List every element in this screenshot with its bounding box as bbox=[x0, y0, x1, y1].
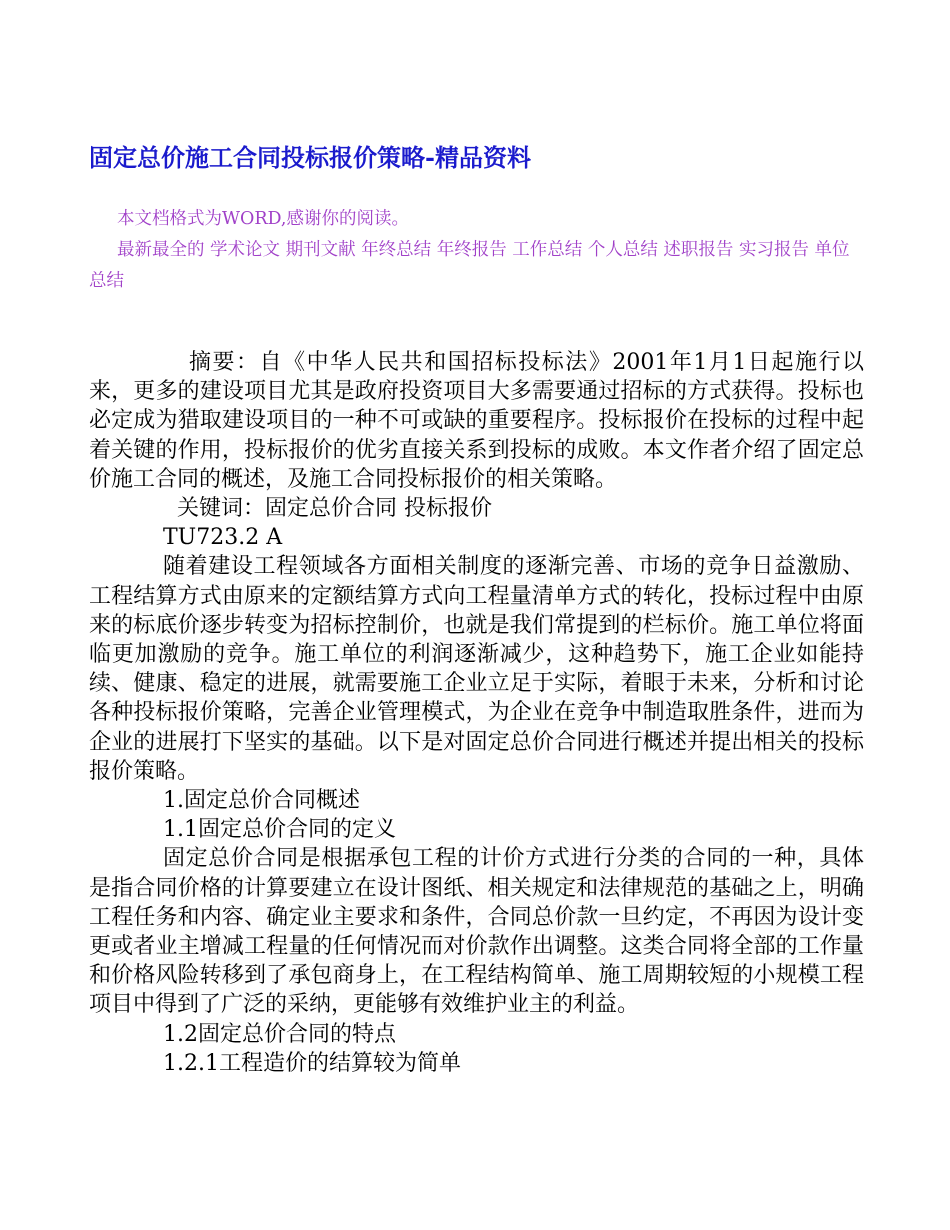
definition-paragraph: 固定总价合同是根据承包工程的计价方式进行分类的合同的一种，具体是指合同价格的计算要建立在设计图纸、相关规定和法律规范的基础之上，明确工程任务和内容、确定业主要求和条件，合同总价款一旦约定，不再因为设计变更或者业主增减工程量的任何情况而对价款作出调整。这类合同将全部的工作量和价格风险转移到了承包商身上，在工程结构简单、施工周期较短的小规模工程项目中得到了广泛的采纳，更能够有效维护业主的利益。 bbox=[89, 846, 864, 1018]
keywords-line: 关键词：固定总价合同 投标报价 bbox=[177, 496, 492, 522]
document-title: 固定总价施工合同投标报价策略-精品资料 bbox=[89, 143, 531, 172]
intro-paragraph: 随着建设工程领域各方面相关制度的逐渐完善、市场的竞争日益激励、工程结算方式由原来的定额结算方式向工程量清单方式的转化，投标过程中由原来的标底价逐步转变为招标控制价，也就是我们常提到的栏标价。施工单位将面临更加激励的竞争。施工单位的利润逐渐减少，这种趋势下，施工企业如能持续、健康、稳定的进展，就需要施工企业立足于实际，着眼于未来，分析和讨论各种投标报价策略，完善企业管理模式，为企业在竞争中制造取胜条件，进而为企业的进展打下坚实的基础。以下是对固定总价合同进行概述并提出相关的投标报价策略。 bbox=[89, 554, 864, 784]
notice-block bbox=[89, 204, 854, 297]
section-heading-1-1: 1.1固定总价合同的定义 bbox=[163, 817, 396, 843]
document-body bbox=[89, 348, 864, 1078]
section-heading-1-2: 1.2固定总价合同的特点 bbox=[163, 1021, 396, 1047]
notice-links-line: 最新最全的 学术论文 期刊文献 年终总结 年终报告 工作总结 个人总结 述职报告 实习报告 单位总结 bbox=[89, 240, 850, 291]
classification-line: TU723.2 A bbox=[163, 525, 283, 551]
section-heading-1: 1.固定总价合同概述 bbox=[163, 788, 360, 814]
abstract-paragraph: 摘要：自《中华人民共和国招标投标法》2001年1月1日起施行以来，更多的建设项目尤其是政府投资项目大多需要通过招标的方式获得。投标也必定成为猎取建设项目的一种不可或缺的重要程序。投标报价在投标的过程中起着关键的作用，投标报价的优劣直接关系到投标的成败。本文作者介绍了固定总价施工合同的概述，及施工合同投标报价的相关策略。 bbox=[89, 350, 864, 492]
notice-line: 本文档格式为WORD,感谢你的阅读。 bbox=[117, 209, 409, 229]
section-heading-1-2-1: 1.2.1工程造价的结算较为简单 bbox=[163, 1050, 461, 1076]
